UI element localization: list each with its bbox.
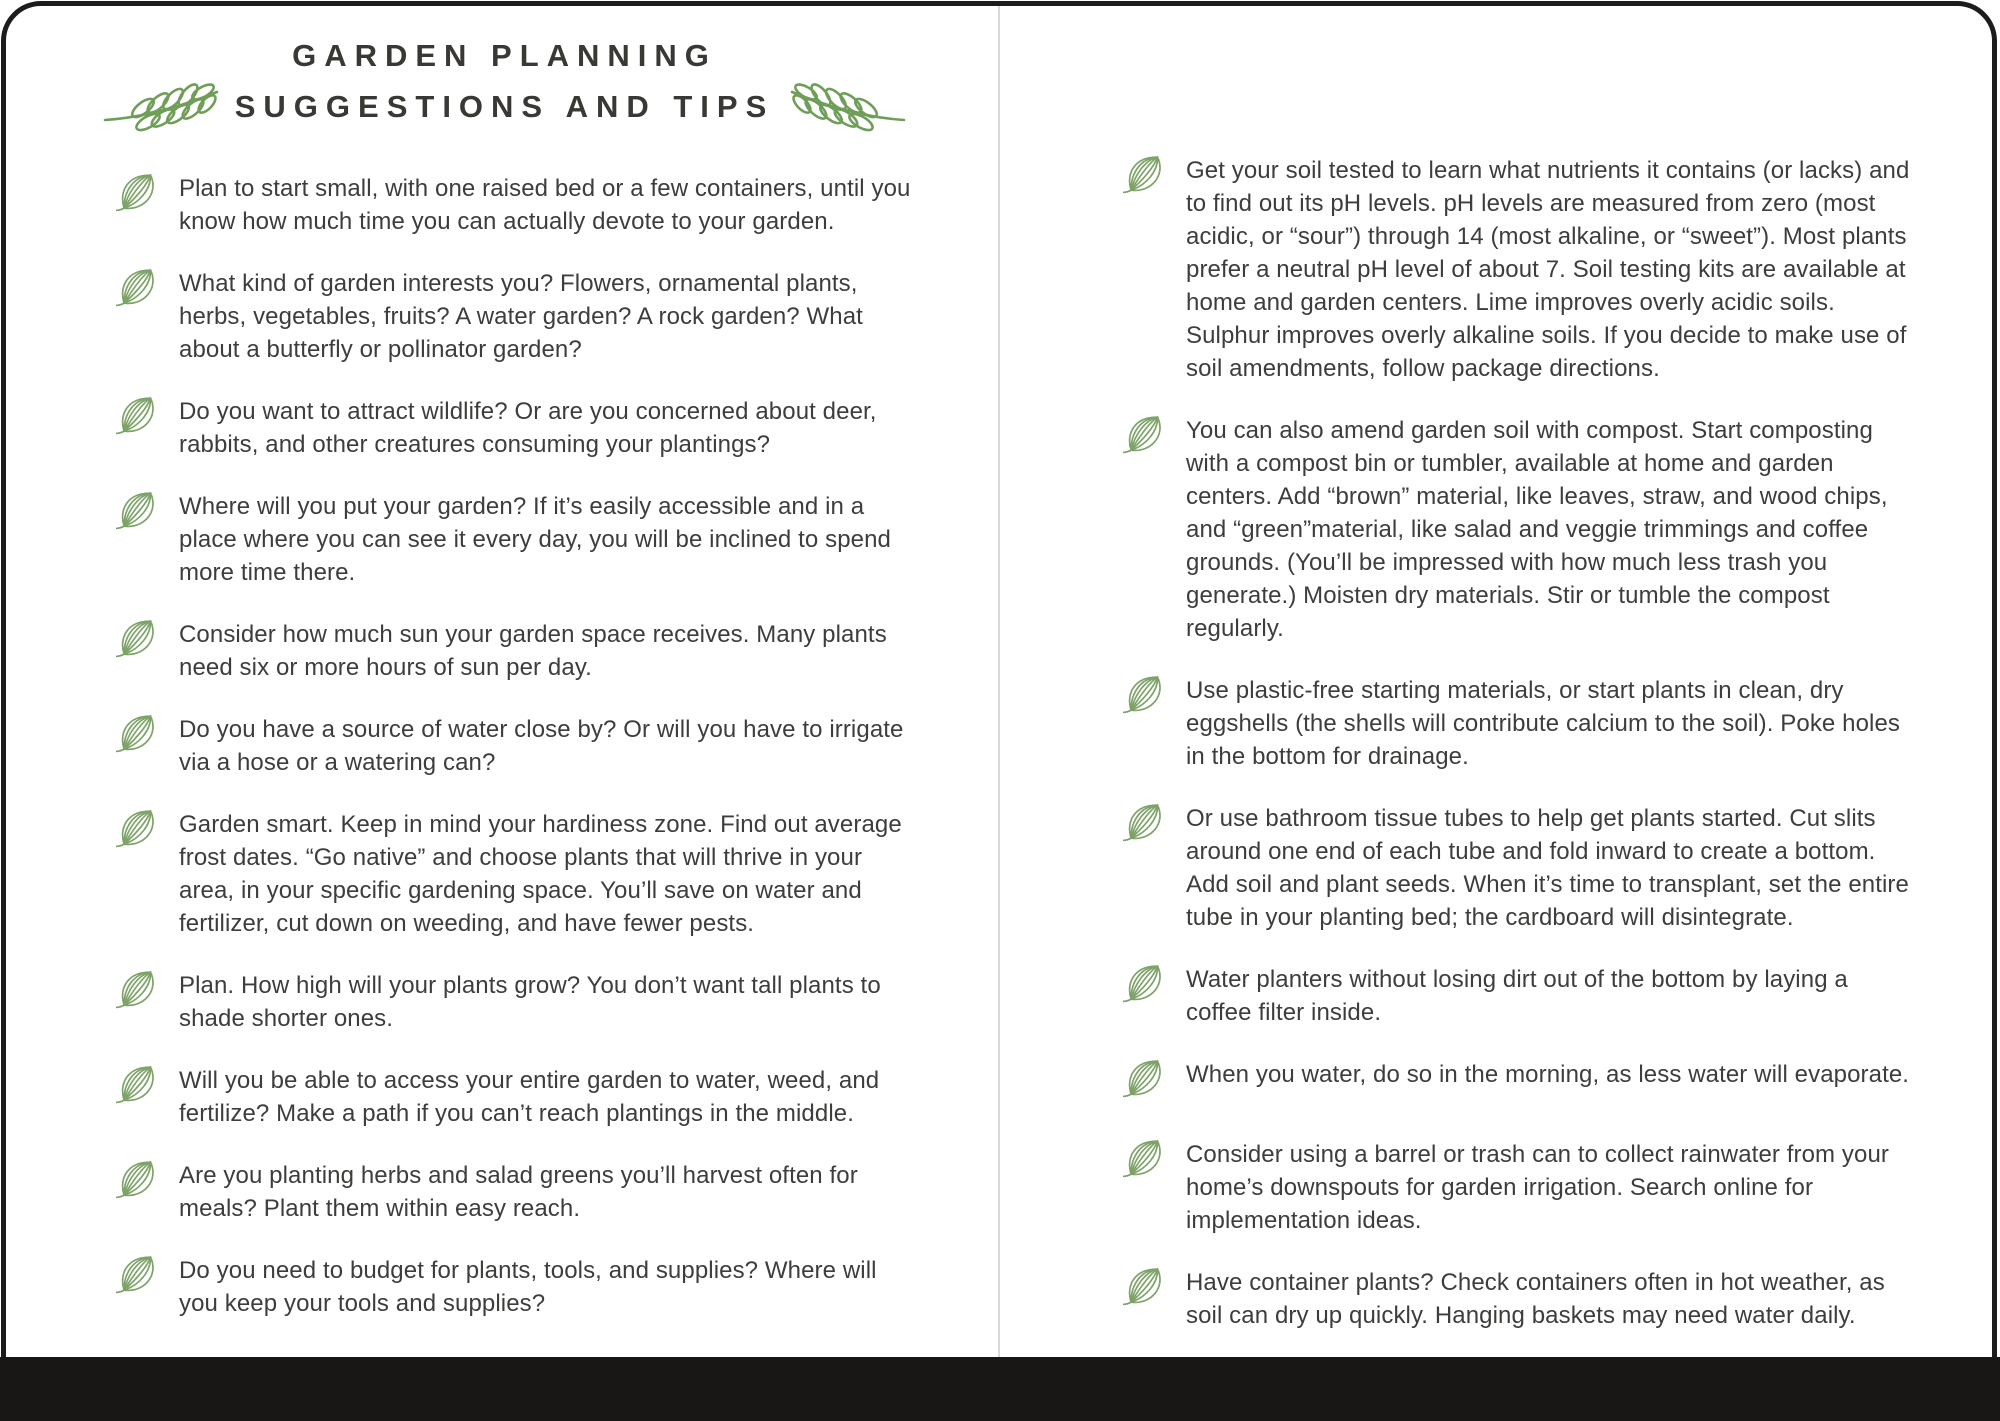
branch-ornament-icon [103,78,221,136]
chapter-title [56,36,953,136]
leaf-bullet-icon [116,264,162,318]
tip-text: What kind of garden interests you? Flowers, ornamental plants, herbs, vegetables, fruits? A water garden? A rock garden? What about a butterfly or pollinator garden? [179,270,863,363]
list-item [116,618,913,684]
branch-ornament-icon [788,78,906,136]
book-spread [1,1,1997,1411]
list-item [116,267,913,366]
title-line-2: SUGGESTIONS AND TIPS [234,89,775,124]
tips-list-right [1123,154,1916,1332]
leaf-bullet-icon [1123,1263,1169,1317]
tip-text: Are you planting herbs and salad greens you’ll harvest often for meals? Plant them within easy reach. [179,1162,858,1222]
tip-text: Do you need to budget for plants, tools, and supplies? Where will you keep your tools and supplies? [179,1257,877,1317]
list-item [116,713,913,779]
tip-text: You can also amend garden soil with compost. Start composting with a compost bin or tumbler, available at home and garden centers. Add “brown” material, like leaves, straw, and wood chips, and “green”material, like salad and veggie trimmings and coffee grounds. (You’ll be impressed with how much less trash you generate.) Moisten dry materials. Stir or tumble the compost regularly. [1186,417,1888,642]
leaf-bullet-icon [1123,960,1169,1014]
book-edge [0,1357,2000,1421]
leaf-bullet-icon [116,1061,162,1115]
leaf-bullet-icon [1123,1055,1169,1109]
title-line-1: GARDEN PLANNING [292,38,717,73]
leaf-bullet-icon [1123,671,1169,725]
tip-text: Will you be able to access your entire garden to water, weed, and fertilize? Make a path if you can’t reach plantings in the middle. [179,1067,880,1127]
list-item [116,1064,913,1130]
page-gutter-divider [998,6,1000,1406]
leaf-bullet-icon [1123,411,1169,465]
leaf-bullet-icon [116,710,162,764]
list-item [1123,1138,1916,1237]
tip-text: Consider how much sun your garden space receives. Many plants need six or more hours of sun per day. [179,621,887,681]
list-item [116,490,913,589]
leaf-bullet-icon [116,615,162,669]
leaf-bullet-icon [1123,1135,1169,1189]
leaf-bullet-icon [116,392,162,446]
page-right [999,6,1992,1406]
list-item [116,1254,913,1320]
leaf-bullet-icon [116,487,162,541]
leaf-bullet-icon [116,805,162,859]
tip-text: Plan to start small, with one raised bed or a few containers, until you know how much time you can actually devote to your garden. [179,175,911,235]
list-item [1123,1058,1916,1109]
list-item [116,395,913,461]
tips-list-left [116,172,913,1320]
leaf-bullet-icon [116,169,162,223]
tip-text: Where will you put your garden? If it’s easily accessible and in a place where you can see it every day, you will be inclined to spend more time there. [179,493,891,586]
list-item [1123,963,1916,1029]
tip-text: Do you want to attract wildlife? Or are you concerned about deer, rabbits, and other creatures consuming your plantings? [179,398,877,458]
leaf-bullet-icon [1123,151,1169,205]
tip-text: Or use bathroom tissue tubes to help get plants started. Cut slits around one end of each tube and fold inward to create a bottom. Add soil and plant seeds. When it’s time to transplant, set the entire tube in your planting bed; the cardboard will disintegrate. [1186,805,1909,931]
tip-text: Have container plants? Check containers often in hot weather, as soil can dry up quickly. Hanging baskets may need water daily. [1186,1269,1885,1329]
page-left [6,6,999,1406]
leaf-bullet-icon [1123,799,1169,853]
list-item [1123,802,1916,934]
leaf-bullet-icon [116,966,162,1020]
tip-text: Do you have a source of water close by? Or will you have to irrigate via a hose or a watering can? [179,716,904,776]
tip-text: Use plastic-free starting materials, or start plants in clean, dry eggshells (the shells will contribute calcium to the soil). Poke holes in the bottom for drainage. [1186,677,1901,770]
list-item [1123,154,1916,385]
list-item [1123,414,1916,645]
tip-text: Consider using a barrel or trash can to collect rainwater from your home’s downspouts for garden irrigation. Search online for implementation ideas. [1186,1141,1890,1234]
tip-text: Water planters without losing dirt out of the bottom by laying a coffee filter inside. [1186,966,1848,1026]
list-item [116,808,913,940]
list-item [116,969,913,1035]
tip-text: When you water, do so in the morning, as less water will evaporate. [1186,1061,1910,1088]
leaf-bullet-icon [116,1251,162,1305]
leaf-bullet-icon [116,1156,162,1210]
list-item [1123,674,1916,773]
tip-text: Get your soil tested to learn what nutrients it contains (or lacks) and to find out its pH levels. pH levels are measured from zero (most acidic, or “sour”) through 14 (most alkaline, or “sweet”). Most plants prefer a neutral pH level of about 7. Soil testing kits are available at home and garden centers. Lime improves overly acidic soils. Sulphur improves overly alkaline soils. If you decide to make use of soil amendments, follow package directions. [1186,157,1910,382]
list-item [116,1159,913,1225]
tip-text: Plan. How high will your plants grow? You don’t want tall plants to shade shorter ones. [179,972,881,1032]
list-item [116,172,913,238]
list-item [1123,1266,1916,1332]
tip-text: Garden smart. Keep in mind your hardiness zone. Find out average frost dates. “Go native” and choose plants that will thrive in your area, in your specific gardening space. You’ll save on water and fertilizer, cut down on weeding, and have fewer pests. [179,811,902,937]
